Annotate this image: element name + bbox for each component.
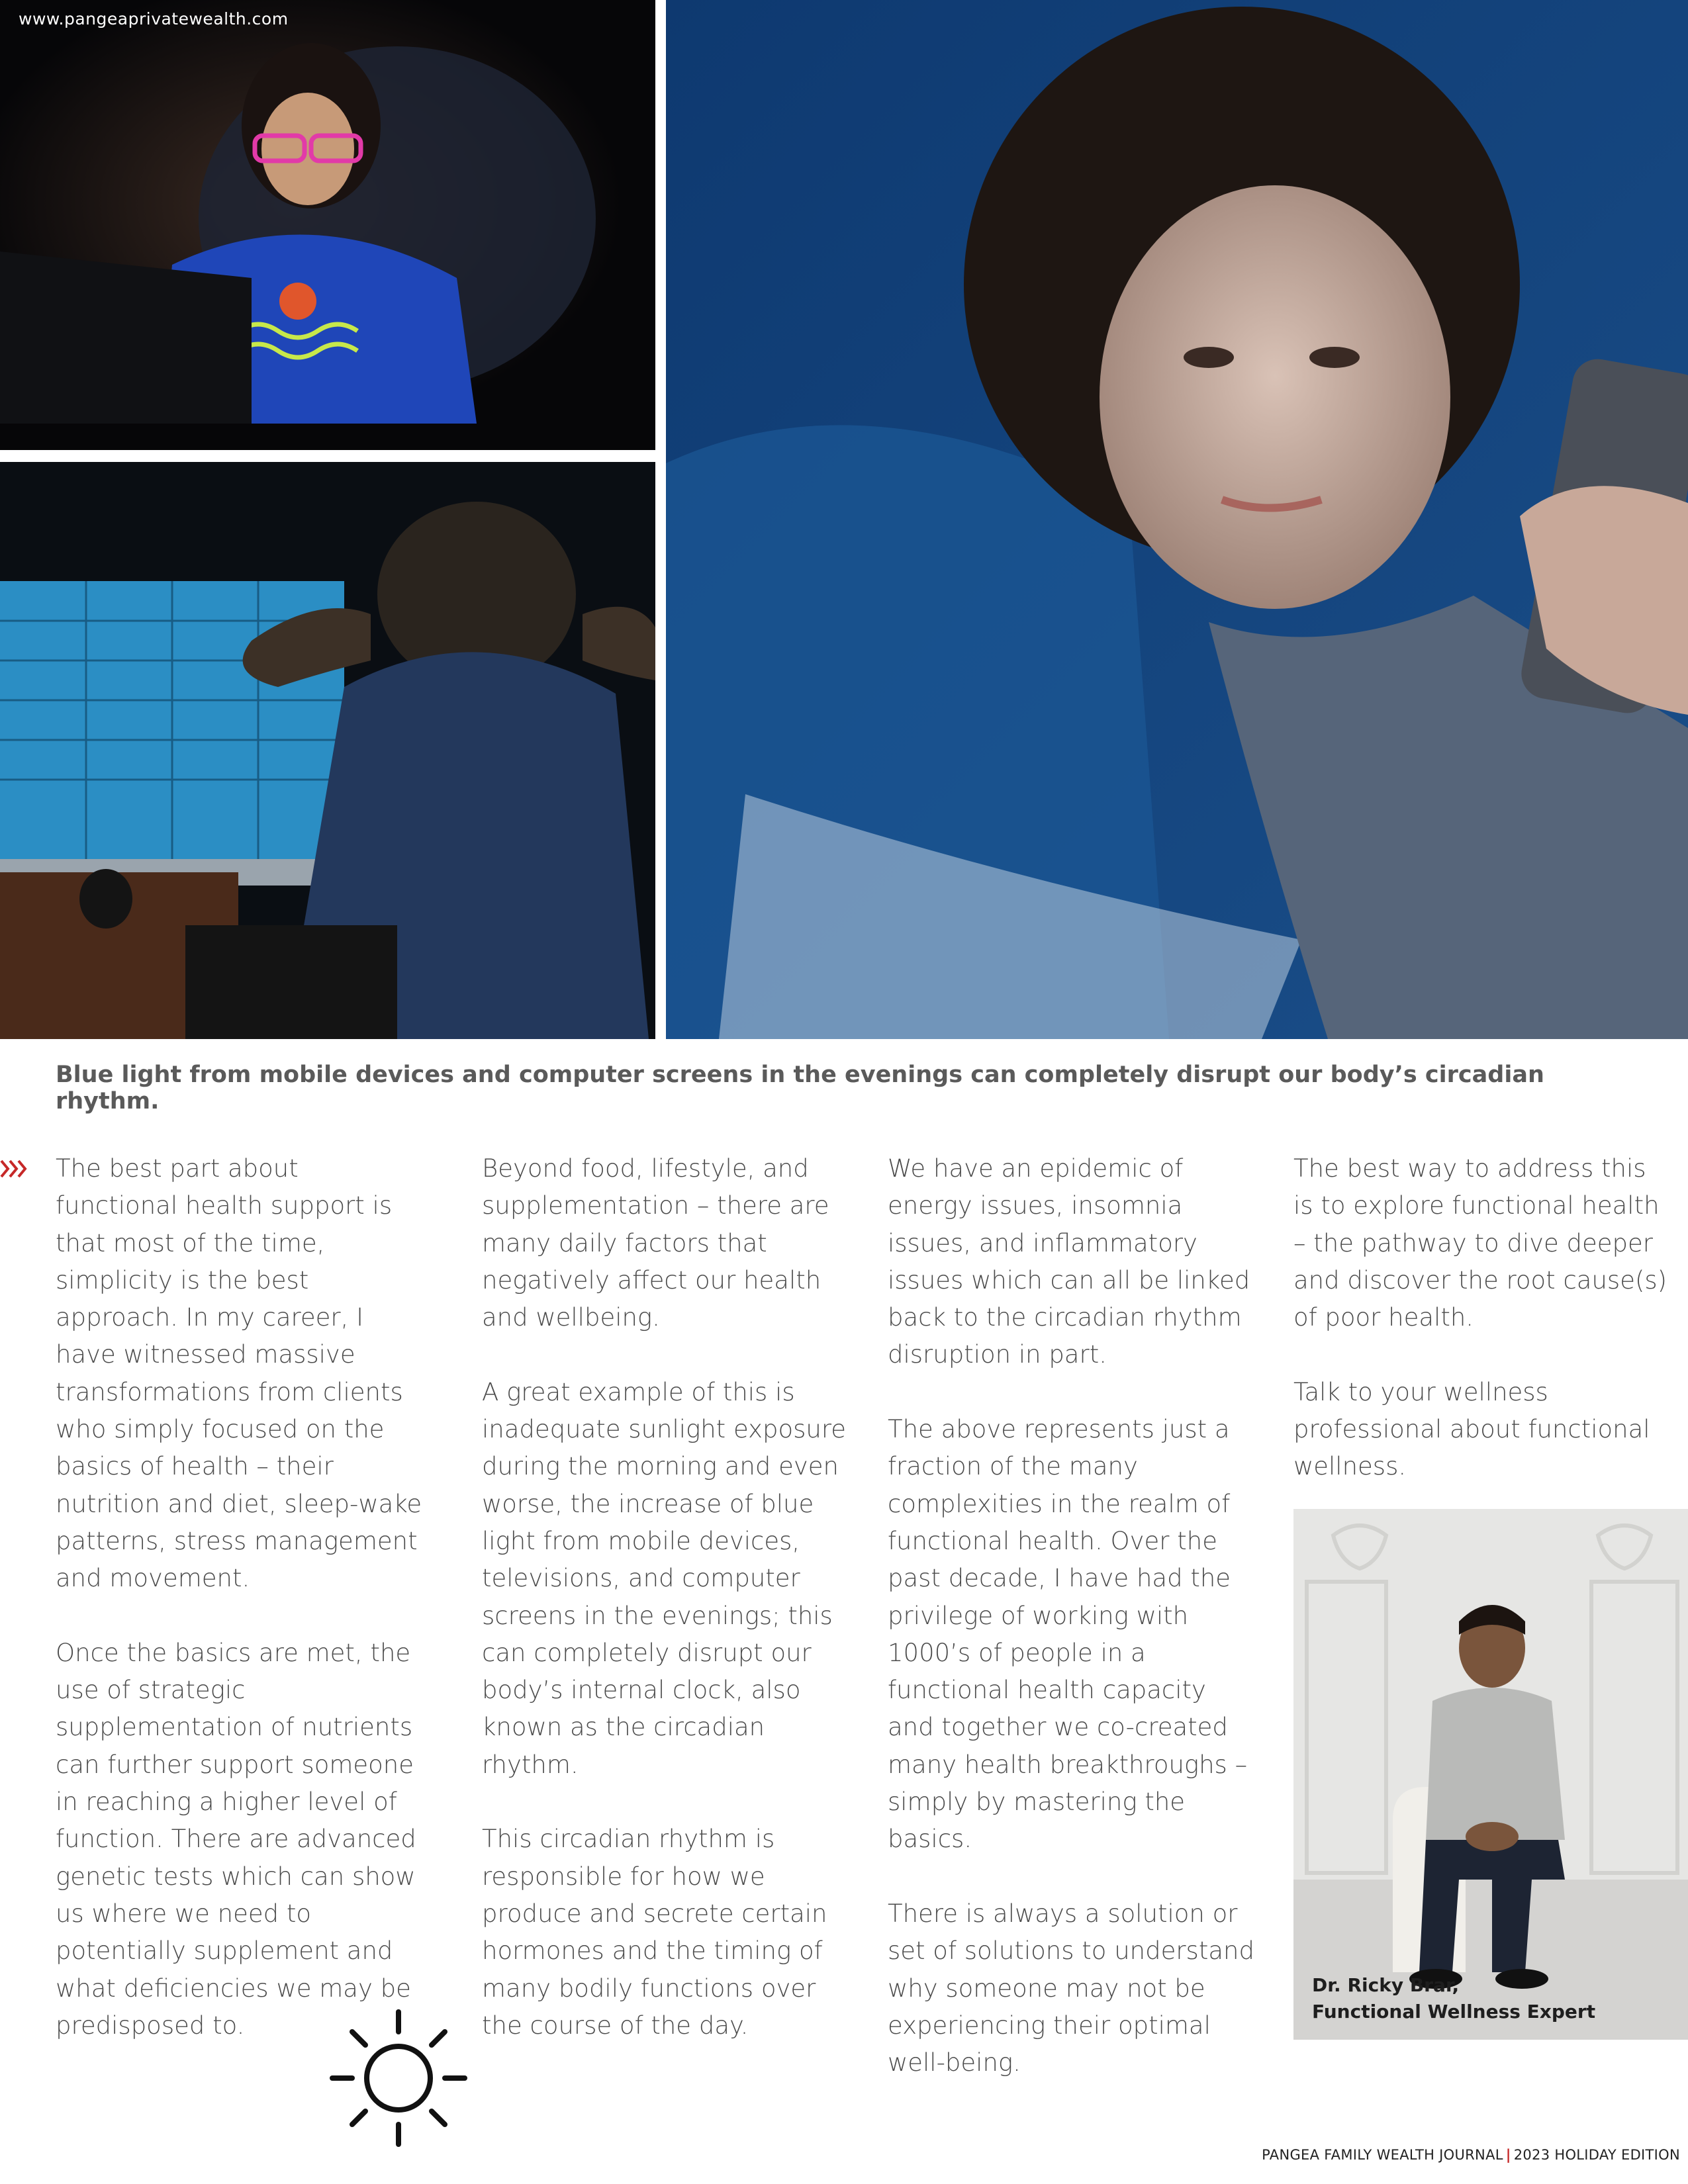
- edition-name: 2023 HOLIDAY EDITION: [1513, 2147, 1680, 2163]
- footer-separator: |: [1505, 2147, 1511, 2163]
- journal-name: PANGEA FAMILY WEALTH JOURNAL: [1262, 2147, 1503, 2163]
- article-column-1: [56, 1150, 426, 2081]
- doctor-name: Dr. Ricky Brar,: [1312, 1974, 1460, 1996]
- man-at-computer-photo: [0, 462, 655, 1039]
- paragraph: The best way to address this is to explore functional health – the pathway to dive deeper and discover the root cause(s) of poor health.: [1293, 1154, 1667, 1332]
- article-column-4: [1293, 1150, 1671, 1523]
- doctor-portrait-photo: [1293, 1509, 1688, 2040]
- doctor-title: Functional Wellness Expert: [1312, 2001, 1596, 2023]
- paragraph: Talk to your wellness professional about functional wellness.: [1293, 1377, 1650, 1481]
- article-column-2: [482, 1150, 859, 2081]
- sun-icon: [326, 2005, 471, 2151]
- paragraph: Once the basics are met, the use of strategic supplementation of nutrients can further support someone in reaching a higher level of function. There are advanced genetic tests which can show us where we need to potentially supplement and what deficiencies we may be predisposed to.: [56, 1638, 416, 2040]
- photo-caption: Blue light from mobile devices and computer screens in the evenings can completely disrupt our body’s circadian rhythm.: [56, 1062, 1544, 1115]
- doctor-caption: [1312, 1972, 1595, 2025]
- website-url: www.pangeaprivatewealth.com: [19, 9, 289, 28]
- woman-with-phone-photo: [666, 0, 1688, 1039]
- paragraph: The above represents just a fraction of the many complexities in the realm of functional health. Over the past decade, I have had the privilege of working with 1000’s of people in a functional health capacity and together we co-created many health breakthroughs – simply by mastering the basics.: [888, 1415, 1248, 1854]
- paragraph: Beyond food, lifestyle, and supplementation – there are many daily factors that negatively affect our health and wellbeing.: [482, 1154, 829, 1332]
- page-footer: [1262, 2147, 1680, 2163]
- paragraph: There is always a solution or set of solutions to understand why someone may not be experiencing their optimal well-being.: [888, 1899, 1254, 2077]
- paragraph: A great example of this is inadequate sunlight exposure during the morning and even worse, the increase of blue light from mobile devices, televisions, and computer screens in the evenings; this can completely disrupt our body’s internal clock, also known as the circadian rhythm.: [482, 1377, 846, 1779]
- triple-chevron-right-icon: [0, 1157, 29, 1181]
- paragraph: This circadian rhythm is responsible for how we produce and secrete certain hormones and the timing of many bodily functions over the course of the day.: [482, 1825, 827, 2040]
- paragraph: We have an epidemic of energy issues, insomnia issues, and inflammatory issues which can all be linked back to the circadian rhythm disruption in part.: [888, 1154, 1250, 1369]
- paragraph: The best part about functional health support is that most of the time, simplicity is the best approach. In my career, I have witnessed massive transformations from clients who simply focused on the basics of health – their nutrition and diet, sleep-wake patterns, stress management and movement.: [56, 1154, 422, 1593]
- girl-with-laptop-photo: [0, 0, 655, 450]
- article-column-3: [888, 1150, 1258, 2119]
